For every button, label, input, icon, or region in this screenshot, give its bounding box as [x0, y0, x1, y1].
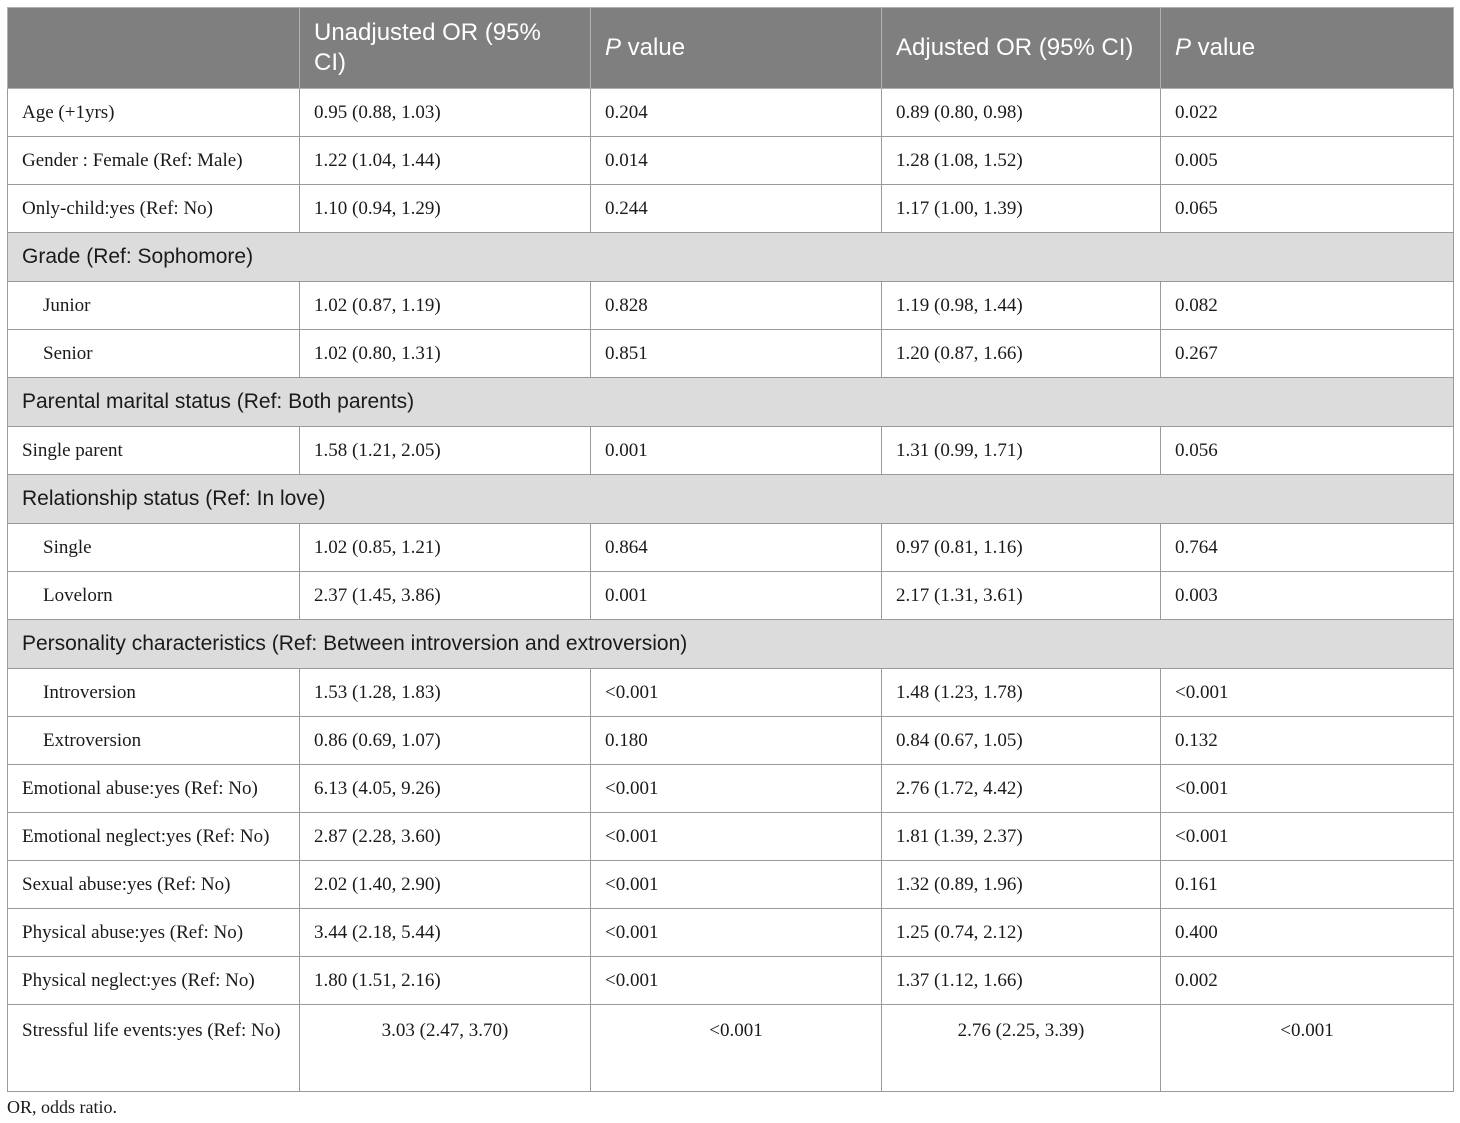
- table-row: [8, 137, 1454, 185]
- adjusted-or-cell: 2.76 (2.25, 3.39): [882, 1005, 1161, 1092]
- header-p-rest: value: [1191, 34, 1256, 61]
- unadjusted-or-cell: 0.86 (0.69, 1.07): [300, 717, 591, 765]
- unadjusted-p-cell: <0.001: [591, 861, 882, 909]
- group-header-row: [8, 620, 1454, 669]
- table-row: [8, 957, 1454, 1005]
- table-row: [8, 909, 1454, 957]
- adjusted-or-cell: 1.32 (0.89, 1.96): [882, 861, 1161, 909]
- group-header-row: [8, 475, 1454, 524]
- unadjusted-or-cell: 2.37 (1.45, 3.86): [300, 572, 591, 620]
- header-p-italic: P: [1175, 34, 1192, 61]
- adjusted-p-cell: 0.267: [1161, 330, 1454, 378]
- unadjusted-p-cell: <0.001: [591, 765, 882, 813]
- adjusted-or-cell: 2.76 (1.72, 4.42): [882, 765, 1161, 813]
- table-row: [8, 572, 1454, 620]
- row-label: Gender : Female (Ref: Male): [8, 137, 300, 185]
- adjusted-p-cell: 0.003: [1161, 572, 1454, 620]
- adjusted-or-cell: 1.48 (1.23, 1.78): [882, 669, 1161, 717]
- row-label: Only-child:yes (Ref: No): [8, 185, 300, 233]
- adjusted-p-cell: <0.001: [1161, 669, 1454, 717]
- table-row: [8, 185, 1454, 233]
- table-row: [8, 282, 1454, 330]
- row-label: Introversion: [8, 669, 300, 717]
- unadjusted-or-cell: 2.87 (2.28, 3.60): [300, 813, 591, 861]
- unadjusted-p-cell: 0.828: [591, 282, 882, 330]
- adjusted-or-cell: 1.81 (1.39, 2.37): [882, 813, 1161, 861]
- adjusted-or-cell: 1.25 (0.74, 2.12): [882, 909, 1161, 957]
- unadjusted-p-cell: 0.204: [591, 89, 882, 137]
- unadjusted-p-cell: <0.001: [591, 957, 882, 1005]
- unadjusted-p-cell: 0.001: [591, 572, 882, 620]
- unadjusted-or-cell: 3.03 (2.47, 3.70): [300, 1005, 591, 1092]
- row-label: Age (+1yrs): [8, 89, 300, 137]
- unadjusted-p-cell: <0.001: [591, 1005, 882, 1092]
- unadjusted-or-cell: 1.10 (0.94, 1.29): [300, 185, 591, 233]
- table-header-row: [8, 8, 1454, 89]
- header-unadjusted-p: [591, 8, 882, 89]
- group-label: Parental marital status (Ref: Both parents): [8, 378, 1454, 427]
- group-label: Grade (Ref: Sophomore): [8, 233, 1454, 282]
- row-label: Sexual abuse:yes (Ref: No): [8, 861, 300, 909]
- table-row: [8, 765, 1454, 813]
- table-row: [8, 524, 1454, 572]
- unadjusted-p-cell: <0.001: [591, 669, 882, 717]
- header-adjusted-p: [1161, 8, 1454, 89]
- group-header-row: [8, 233, 1454, 282]
- group-label: Personality characteristics (Ref: Between introversion and extroversion): [8, 620, 1454, 669]
- adjusted-or-cell: 1.37 (1.12, 1.66): [882, 957, 1161, 1005]
- header-adjusted-or: Adjusted OR (95% CI): [882, 8, 1161, 89]
- odds-ratio-table: [7, 7, 1454, 1092]
- table-row: [8, 427, 1454, 475]
- unadjusted-p-cell: <0.001: [591, 813, 882, 861]
- adjusted-or-cell: 0.97 (0.81, 1.16): [882, 524, 1161, 572]
- unadjusted-or-cell: 1.02 (0.80, 1.31): [300, 330, 591, 378]
- header-unadjusted-or: Unadjusted OR (95% CI): [300, 8, 591, 89]
- adjusted-p-cell: 0.002: [1161, 957, 1454, 1005]
- row-label: Physical abuse:yes (Ref: No): [8, 909, 300, 957]
- unadjusted-p-cell: 0.851: [591, 330, 882, 378]
- table-row: [8, 861, 1454, 909]
- row-label: Emotional neglect:yes (Ref: No): [8, 813, 300, 861]
- adjusted-or-cell: 0.84 (0.67, 1.05): [882, 717, 1161, 765]
- row-label: Single: [8, 524, 300, 572]
- adjusted-or-cell: 1.20 (0.87, 1.66): [882, 330, 1161, 378]
- row-label: Single parent: [8, 427, 300, 475]
- unadjusted-or-cell: 2.02 (1.40, 2.90): [300, 861, 591, 909]
- row-label: Physical neglect:yes (Ref: No): [8, 957, 300, 1005]
- group-label: Relationship status (Ref: In love): [8, 475, 1454, 524]
- adjusted-p-cell: 0.022: [1161, 89, 1454, 137]
- adjusted-or-cell: 1.17 (1.00, 1.39): [882, 185, 1161, 233]
- adjusted-p-cell: 0.082: [1161, 282, 1454, 330]
- unadjusted-or-cell: 1.80 (1.51, 2.16): [300, 957, 591, 1005]
- adjusted-p-cell: 0.161: [1161, 861, 1454, 909]
- adjusted-or-cell: 2.17 (1.31, 3.61): [882, 572, 1161, 620]
- unadjusted-p-cell: <0.001: [591, 909, 882, 957]
- unadjusted-p-cell: 0.864: [591, 524, 882, 572]
- table-footnote: OR, odds ratio.: [7, 1097, 117, 1117]
- row-label: Extroversion: [8, 717, 300, 765]
- table-row: [8, 813, 1454, 861]
- table-row: [8, 1005, 1454, 1092]
- adjusted-p-cell: <0.001: [1161, 765, 1454, 813]
- group-header-row: [8, 378, 1454, 427]
- adjusted-or-cell: 1.31 (0.99, 1.71): [882, 427, 1161, 475]
- header-p-rest: value: [621, 34, 686, 61]
- row-label: Junior: [8, 282, 300, 330]
- adjusted-p-cell: 0.005: [1161, 137, 1454, 185]
- unadjusted-or-cell: 6.13 (4.05, 9.26): [300, 765, 591, 813]
- table-row: [8, 717, 1454, 765]
- adjusted-p-cell: 0.400: [1161, 909, 1454, 957]
- unadjusted-or-cell: 0.95 (0.88, 1.03): [300, 89, 591, 137]
- unadjusted-p-cell: 0.001: [591, 427, 882, 475]
- adjusted-p-cell: <0.001: [1161, 1005, 1454, 1092]
- table-container: [7, 7, 1453, 1092]
- unadjusted-or-cell: 1.02 (0.87, 1.19): [300, 282, 591, 330]
- adjusted-p-cell: 0.132: [1161, 717, 1454, 765]
- unadjusted-p-cell: 0.014: [591, 137, 882, 185]
- unadjusted-or-cell: 1.02 (0.85, 1.21): [300, 524, 591, 572]
- table-row: [8, 330, 1454, 378]
- unadjusted-or-cell: 1.22 (1.04, 1.44): [300, 137, 591, 185]
- table-body: [8, 89, 1454, 1092]
- row-label: Stressful life events:yes (Ref: No): [8, 1005, 300, 1092]
- adjusted-p-cell: 0.764: [1161, 524, 1454, 572]
- adjusted-p-cell: 0.056: [1161, 427, 1454, 475]
- table-row: [8, 89, 1454, 137]
- adjusted-or-cell: 1.19 (0.98, 1.44): [882, 282, 1161, 330]
- table-row: [8, 669, 1454, 717]
- adjusted-or-cell: 1.28 (1.08, 1.52): [882, 137, 1161, 185]
- adjusted-p-cell: <0.001: [1161, 813, 1454, 861]
- unadjusted-p-cell: 0.244: [591, 185, 882, 233]
- row-label: Senior: [8, 330, 300, 378]
- header-variable: [8, 8, 300, 89]
- adjusted-or-cell: 0.89 (0.80, 0.98): [882, 89, 1161, 137]
- header-p-italic: P: [605, 34, 622, 61]
- unadjusted-or-cell: 1.53 (1.28, 1.83): [300, 669, 591, 717]
- adjusted-p-cell: 0.065: [1161, 185, 1454, 233]
- unadjusted-or-cell: 3.44 (2.18, 5.44): [300, 909, 591, 957]
- unadjusted-p-cell: 0.180: [591, 717, 882, 765]
- unadjusted-or-cell: 1.58 (1.21, 2.05): [300, 427, 591, 475]
- row-label: Lovelorn: [8, 572, 300, 620]
- row-label: Emotional abuse:yes (Ref: No): [8, 765, 300, 813]
